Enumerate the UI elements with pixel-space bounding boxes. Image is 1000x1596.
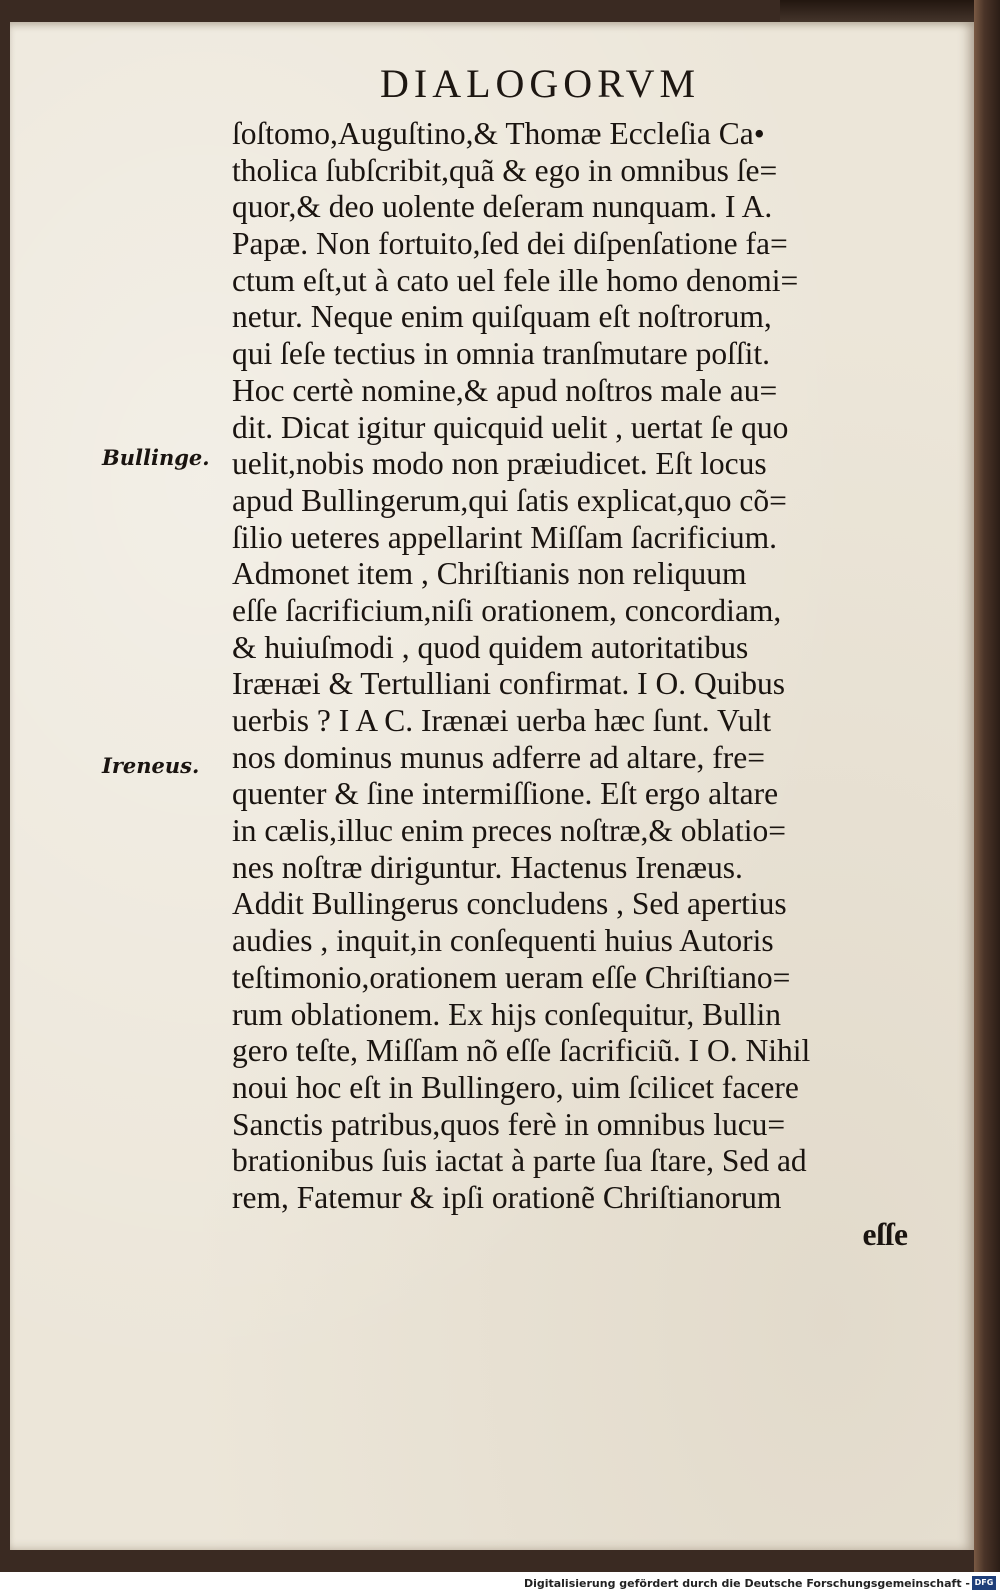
text-line: ctum eſt,ut à cato uel fele ille homo denomi= — [232, 262, 799, 298]
text-line: qui ſeſe tectius in omnia tranſmutare poſſit. — [232, 336, 770, 372]
text-line: nos dominus munus adferre ad altare, fre= — [232, 739, 765, 775]
body-text — [232, 116, 922, 1253]
text-line: Addit Bullingerus concludens , Sed apertius — [232, 886, 787, 922]
text-line: teſtimonio,orationem ueram eſſe Chriſtiano= — [232, 959, 791, 995]
text-line: Admonet item , Chriſtianis non reliquum — [232, 556, 747, 592]
text-line: ſilio ueteres appellarint Miſſam ſacrificium. — [232, 519, 777, 555]
text-line: Hoc certè nomine,& apud noſtros male au= — [232, 372, 778, 408]
funding-credit: Digitalisierung gefördert durch die Deutsche Forschungsgemeinschaft - — [523, 1577, 970, 1590]
running-head: DIALOGORVM — [380, 61, 701, 106]
catchword: eſſe — [862, 1216, 908, 1252]
text-line: & huiuſmodi , quod quidem autoritatibus — [232, 629, 749, 665]
text-line: ſoſtomo,Auguſtino,& Thomæ Eccleſia Ca• — [232, 116, 765, 151]
text-line: eſſe ſacrificium,niſi orationem, concordiam, — [232, 592, 782, 628]
text-line: rum oblationem. Ex hĳs conſequitur, Bullin — [232, 996, 781, 1032]
footer-bar — [0, 1572, 1000, 1596]
text-line: in cælis,illuc enim preces noſtræ,& oblatio= — [232, 813, 787, 849]
margin-note-irenaeus: Ireneus. — [102, 753, 200, 778]
text-line: noui hoc eſt in Bullingero, uim ſcilicet facere — [232, 1069, 799, 1105]
text-line: netur. Neque enim quiſquam eſt noſtrorum, — [232, 299, 772, 335]
text-line: Sanctis patribus,quos ferè in omnibus lucu= — [232, 1106, 786, 1142]
text-line: uelit,nobis modo non præiudicet. Eſt locus — [232, 446, 767, 482]
text-line: apud Bullingerum,qui ſatis explicat,quo cõ= — [232, 482, 787, 518]
text-line: gero teſte, Miſſam nõ eſſe ſacrificiũ. I O. Nihil — [232, 1033, 811, 1069]
margin-note-bullinger: Bullinge. — [102, 445, 210, 470]
text-line: tholica ſubſcribit,quã & ego in omnibus ſe= — [232, 152, 778, 188]
text-line: dit. Dicat igitur quicquid uelit , uertat ſe quo — [232, 409, 789, 445]
text-line: audies , inquit,in conſequenti huius Autoris — [232, 923, 774, 959]
text-line: quor,& deo uolente deſeram nunquam. I A. — [232, 189, 773, 225]
book-spine-edge — [974, 0, 1000, 1572]
text-line: uerbis ? I A C. Irænæi uerba hæc ſunt. Vult — [232, 703, 772, 738]
text-line: quenter & ſine intermiſſione. Eſt ergo altare — [232, 776, 779, 812]
text-line: Iræнæi & Tertulliani confirmat. I O. Quibus — [232, 666, 785, 702]
text-line: Papæ. Non fortuito,ſed dei diſpenſatione fa= — [232, 226, 788, 262]
text-line: rem, Fatemur & ipſi orationẽ Chriſtianorum — [232, 1179, 782, 1215]
dfg-logo: DFG — [972, 1576, 996, 1590]
text-line: nes noſtræ diriguntur. Hactenus Irenæus. — [232, 849, 743, 885]
text-line: brationibus ſuis iactat à parte ſua ſtare, Sed ad — [232, 1143, 807, 1179]
